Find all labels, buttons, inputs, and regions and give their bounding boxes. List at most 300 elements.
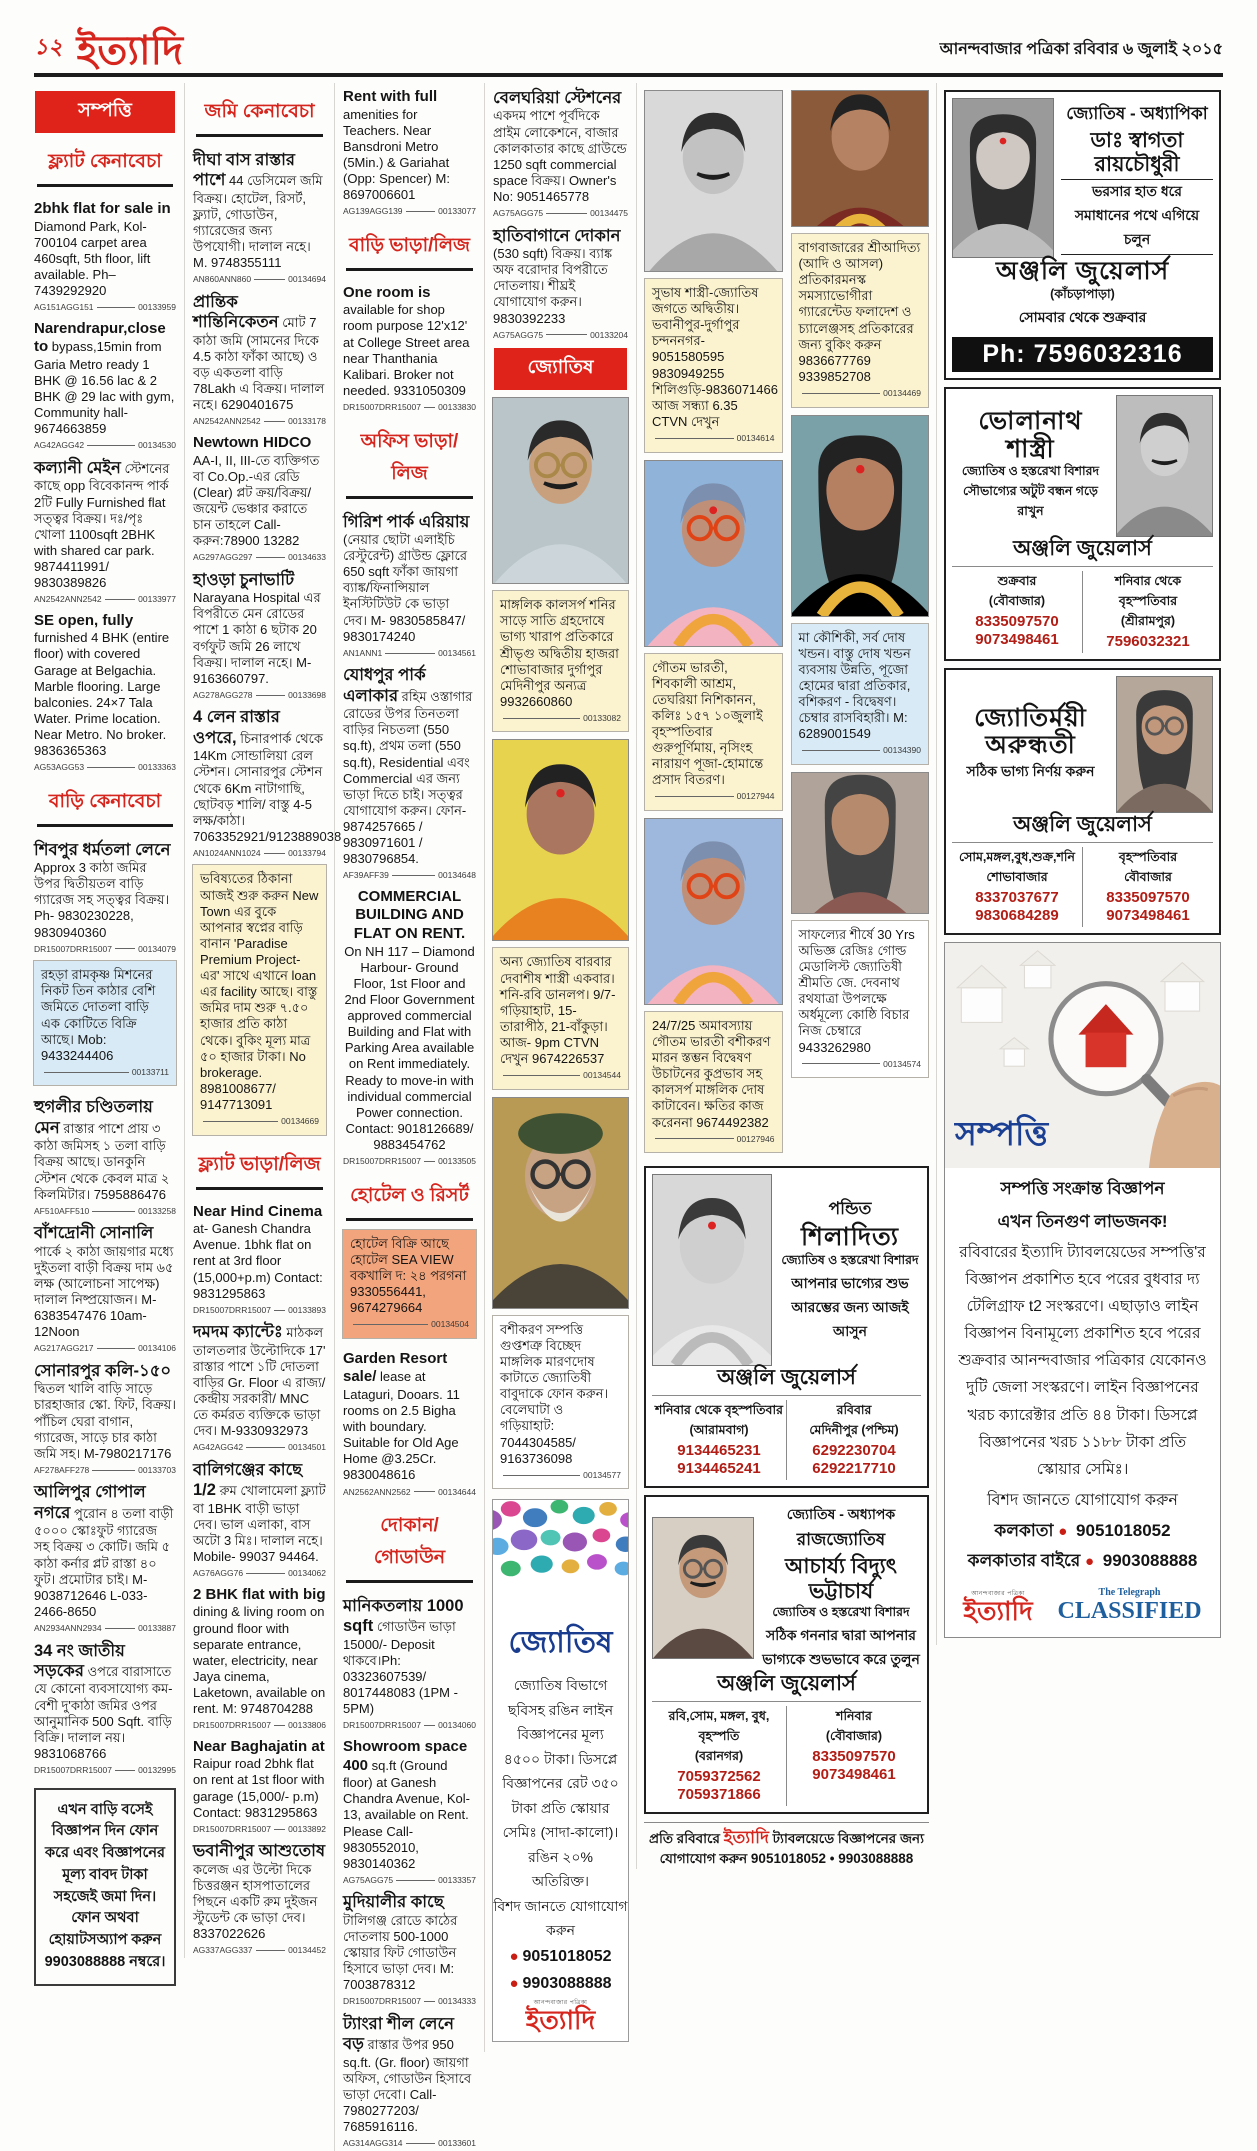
ad-code: AG76AGG76 — [193, 1568, 244, 1579]
classified-ad — [644, 653, 783, 811]
ad-number: 00127946 — [736, 1133, 775, 1144]
ad-code: AG297AGG297 — [193, 552, 253, 563]
ad-code-row — [193, 416, 326, 427]
classified-ad — [33, 315, 177, 451]
ad-code-row — [500, 1470, 621, 1481]
section-heading: দোকান/গোডাউন — [346, 1511, 473, 1583]
ad-code: AG314AGG314 — [343, 2138, 403, 2149]
ad-body: 24/7/25 অমাবস্যায় গৌতম ভারতী বশীকরণ মারন স্তম্ভন বিদ্বেষণ উচাটনের কুপ্রভাব সহ কালসর্প মাঙ্গলিক দোষ কাটাবেন। ক্ষতির কাজ করেননা 9674492382 — [652, 1017, 771, 1130]
phone-number: 9073498461 — [812, 1765, 896, 1783]
column-3 — [334, 83, 484, 2151]
ad-code-row — [343, 870, 476, 881]
jbox-line: জ্যোতিষ - অধ্যাপিকা — [1066, 103, 1208, 123]
ad-number: 00134577 — [583, 1469, 621, 1480]
ad-title: হুগলীর চণ্ডিতলায় মেন — [34, 1098, 153, 1137]
ad-code-row — [193, 1442, 326, 1453]
ad-code-row — [343, 1156, 476, 1167]
classified-ad — [342, 83, 477, 217]
ad-title: 4 লেন রাস্তার ওপরে, — [193, 708, 280, 747]
phone-number: 9830684289 — [975, 906, 1059, 924]
ad-code: DR15007DRR15007 — [343, 402, 421, 413]
ad-title: ভবানীপুর আশুতোষ — [193, 1842, 326, 1861]
ad-number: 00134060 — [438, 1720, 476, 1731]
ad-body: গোডাউন ভাড়া 15000/- Deposit থাকবে।Ph: 03323607539/ 8017448083 (1PM - 5PM) — [343, 1619, 458, 1717]
section-heading: ফ্ল্যাট কেনাবেচা — [37, 147, 173, 187]
ad-code: AN2542ANN2542 — [34, 594, 102, 605]
ad-title: প্রান্তিক শান্তিনিকেতন — [193, 292, 279, 332]
ad-body: রহিম ওস্তাগার রোডের উপর তিনতলা বাড়ির নিচতলা (550 sq.ft), প্রথম তলা (550 sq.ft), Residential এবং Commercial এর জন্য ভাড়া দিতে চাই। সত্ত্বর যোগাযোগ করুন। ফোন- 9874257665 / 9830971601 / 9830796854. — [343, 688, 473, 867]
jbox-line: সঠিক ভাগ্য নির্ণয় করুন — [966, 762, 1095, 779]
ad-body: স্টেশনের কাছে opp বিবেকানন্দ পার্ক 2টি Fully Furnished flat সত্ত্বর বিক্রয়। দঃ/পৃঃ খোলা 1100sqft 2BHK with shared car park. 9874411991/ 9830389826 — [34, 460, 170, 591]
photo-ad-grid — [644, 83, 929, 1159]
astrologer-photo-sriaditya — [791, 90, 930, 227]
ad-code: AG75AGG75 — [493, 208, 544, 219]
ad-code-row — [500, 1070, 621, 1081]
ad-body: Approx 3 কাঠা জমির উপর দ্বিতীয়তল বাড়ি গ্যারেজ সহ সত্ত্বর বিক্রয়। Ph- 9830230228, 9830940360 — [34, 860, 170, 940]
ad-body: হোটেল বিক্রি আছে হোটেল SEA VIEW বকখালি দ: ২৪ পরগনা 9330556441, 9674279664 — [350, 1235, 467, 1316]
astrologer-photo-debashish — [492, 739, 629, 941]
ad-code-row — [34, 594, 176, 605]
ad-body: মা কৌশিকী, সর্ব দোষ খন্ডন। বাস্তু দোষ খন্ডন ব্যবসায় উন্নতি, পূজো হোমের দ্বারা প্রতিকার, বশিকরণ - বিদ্বেষণ। চেম্বার রাসবিহারী। M: 6289001549 — [798, 629, 911, 742]
classified-ad — [192, 864, 327, 1135]
classified-ad — [33, 195, 177, 313]
classified-ad — [192, 145, 327, 285]
phone-bar: Ph: 7596032316 — [952, 337, 1213, 372]
classified-ad — [342, 1345, 477, 1497]
section-heading: অফিস ভাড়া/লিজ — [346, 427, 473, 499]
ad-code-row — [343, 206, 476, 217]
column-right — [936, 83, 1228, 1645]
astrologer-photo-j-debnath — [791, 772, 930, 914]
ad-number: 00133892 — [288, 1823, 326, 1834]
classified-ad — [33, 607, 177, 773]
ad-body: (নেয়ার ছোটা এলাইচি রেস্টুরেন্ট) গ্রাউন্ড ফ্লোরে 650 sqft ফাঁকা জায়গা ব্যাঙ্ক/ফিনান্সিয়াল ইনস্টিটিউট কে ভাড়া দেব। M- 9830585847/ 9830174240 — [343, 532, 468, 644]
classified-ad — [342, 1229, 477, 1339]
ad-code: AN2562ANN2562 — [343, 1486, 411, 1497]
ad-code: DR15007DRR15007 — [343, 1720, 421, 1731]
header-rule — [34, 73, 1223, 77]
astrologer-photo — [952, 98, 1054, 258]
ad-code: AF39AFF39 — [343, 870, 389, 881]
ad-title: শিবপুর ধর্মতলা লেনে — [34, 840, 171, 859]
classified-ad — [644, 278, 783, 453]
jbox-line: অঞ্জলি জুয়েলার্স — [1013, 812, 1152, 836]
ad-code-row — [493, 330, 628, 341]
astrologer-photo — [652, 1517, 754, 1659]
classified-ad — [791, 920, 930, 1078]
ad-code: DR15007DRR15007 — [34, 1765, 112, 1775]
ad-title: বালিগঞ্জের কাছে 1/2 — [193, 1460, 303, 1500]
ad-code: AG75AGG75 — [343, 1874, 394, 1885]
phone-number: 8335097570 — [812, 1747, 896, 1765]
ad-body: On NH 117 – Diamond Harbour- Ground Floor, 1st Floor and 2nd Floor Government approved commercial Building and Flat with Parking Area available on Rent immediately. Ready to move-in with individual commercial Power connection. Contact: 9018126689/ 9883454762 — [344, 943, 475, 1152]
ad-number: 00133977 — [138, 594, 176, 605]
ad-body: বশীকরণ সম্পত্তি গুপ্তশত্রু বিচ্ছেদ মাঙ্গলিক মারণদোষ কাটাতে জ্যোতিষী বাবুদাকে ফোন করুন। বেলেঘাটা ও গড়িয়াহাট: 7044304585/ 9163736098 — [500, 1321, 609, 1466]
ad-body: পার্কে ২ কাঠা জায়গার মধ্যে দুইতলা বাড়ী বিক্রয় দাম ৬৫ লক্ষ (আলোচনা সাপেক্ষ) দালাল নিষ্প্রয়োজন। M-6383547476 10am-12Noon — [34, 1243, 174, 1340]
ad-number: 00133178 — [288, 416, 326, 427]
column-4 — [484, 83, 636, 2052]
ad-code: AN1024ANN1024 — [193, 847, 261, 858]
section-heading: হোটেল ও রিসর্ট — [346, 1181, 473, 1221]
ad-code: AN860ANN860 — [193, 274, 252, 285]
acharya-bidyut-box — [644, 1495, 929, 1813]
ad-code: DR15007DRR15007 — [343, 1156, 421, 1167]
swagata-roychowdhury-box — [944, 90, 1221, 380]
jyotish-rate-promo: জ্যোতিষ জ্যোতিষ বিভাগে ছবিসহ রঙিন লাইন বিজ্ঞাপনের মূল্য ৪৫০০ টাকা। ডিসপ্লে বিজ্ঞাপনের রেট ৩৫০ টাকা প্রতি স্কোয়ার সেমিঃ (সাদা-কালো)। রঙিন ২০% অতিরিক্ত। বিশদ জানতে যোগাযোগ করুন ● 9051018052 ● 9903088888 আনন্দবাজার পত্রিকা ইত্যাদি — [492, 1499, 629, 2042]
ad-title: হাতিবাগানে দোকান — [493, 226, 621, 245]
section-heading: বাড়ি ভাড়া/লিজ — [346, 231, 473, 271]
ad-number: 00133601 — [438, 2138, 476, 2149]
ad-title: 2bhk flat for sale in — [34, 200, 171, 217]
ad-code-row — [193, 690, 326, 701]
phone-number: 6292217710 — [812, 1460, 896, 1478]
classified-ad — [342, 1887, 477, 2007]
ad-code-row — [343, 1487, 476, 1498]
ad-code-row — [193, 1568, 326, 1579]
ad-code: AG75AGG75 — [493, 329, 544, 340]
ad-body: রহড়া রামকৃষ্ণ মিশনের নিকট তিন কাঠার বেশি জমিতে দোতলা বাড়ি এক কোটিতে বিক্রি আছে। Mob: 9433244406 — [41, 967, 156, 1063]
astrologer-photo-maa-koushiki — [791, 415, 930, 617]
promo-contact: কলকাতা ● 9051018052 — [994, 1520, 1171, 1540]
ad-code: DR15007DRR15007 — [193, 1720, 271, 1731]
ad-body: ওপরে বারাসাতে যে কোনো ব্যবসাযোগ্য কম-বেশী দু'কাঠা জমির ওপর আনুমানিক 500 Sqft. বাড়ি বিক্রি। দালাল নয়। 9831068766 — [34, 1664, 173, 1761]
classified-ad — [342, 2009, 477, 2149]
classified-ad — [192, 1733, 327, 1835]
ad-title: কল্যানী মেইন — [34, 458, 121, 477]
ad-title: Near Baghajatin at — [193, 1737, 325, 1755]
ad-title: সোনারপুর কলি-১৫০ — [34, 1361, 172, 1380]
ad-number: 00134079 — [138, 943, 176, 954]
ad-number: 00134504 — [431, 1319, 469, 1330]
ad-code: AN2542ANN2542 — [193, 416, 261, 427]
phone-number: 9073498461 — [975, 630, 1059, 648]
ad-body: Raipur road 2bhk flat on rent at 1st floor with garage (15,000/- p.m) Contact: 9831295863 — [193, 1756, 325, 1820]
ad-body: টালিগঞ্জ রোডে কাঠের দোতলায় 500-1000 স্কোয়ার ফিট গোডাউন হিসাবে ভাড়া দেব। M: 7003878312 — [343, 1912, 458, 1993]
jbox-line: জ্যোতিষ ও হস্তরেখা বিশারদ — [772, 1604, 910, 1619]
astrologer-photo-babuda — [492, 1097, 629, 1309]
ad-code-row — [193, 848, 326, 859]
ad-title: Garden Resort sale/ — [343, 1349, 448, 1386]
jbox-line: আচার্য্য বিদ্যুৎ ভট্টাচার্য — [785, 1555, 897, 1603]
phone-number: 7596032321 — [1106, 632, 1190, 650]
classified-ad — [342, 1591, 477, 1731]
ad-body: কলেজ এর উল্টো দিকে চিত্তরঞ্জন হাসপাতালের পিছনে একটি রুম দুইজন স্টুডেন্ট কে ভাড়া দেব। 8337022626 — [193, 1861, 318, 1942]
phone-number: 8335097570 — [1106, 888, 1190, 906]
ad-title: হাওড়া চুনাভাটি — [193, 570, 295, 589]
astrologer-photo-subhash — [644, 90, 783, 272]
ad-number: 00134574 — [883, 1058, 921, 1069]
ad-code: DR15007DRR15007 — [34, 943, 112, 954]
ad-code-row — [193, 274, 326, 285]
ad-code-row — [41, 1067, 169, 1078]
schedule-row: রবি,সোম, মঙ্গল, বুধ, বৃহস্পতি (বরানগর) 7059372562 7059371866 শনিবার (বৌবাজার) 8335097570 9073498461 — [652, 1701, 921, 1806]
ad-code: AF278AFF278 — [34, 1464, 90, 1475]
jbox-line: অঞ্জলি জুয়েলার্স — [995, 257, 1170, 285]
ad-body: AA-I, II, III-তে ব্যক্তিগত বা Co.Op.-এর রেডি (Clear) প্লট ক্রয়/বিক্রয়/জয়েন্ট ভেঞ্চার করাতে চান তাহলে Call- করুন:78900 13282 — [193, 452, 320, 549]
ad-number: 00133258 — [138, 1205, 176, 1216]
ad-number: 00133363 — [138, 762, 176, 773]
ad-code: AN1ANN1 — [343, 647, 383, 658]
ad-code-row — [34, 762, 176, 773]
ad-code-row — [34, 944, 176, 955]
ad-code-row — [799, 388, 922, 399]
schedule-row: শুক্রবার (বৌবাজার) 8335097570 9073498461 শনিবার থেকে বৃহস্পতিবার (শ্রীরামপুর) 7596032321 — [952, 566, 1213, 653]
ad-number: 00134694 — [288, 274, 326, 285]
dateline: আনন্দবাজার পত্রিকা রবিবার ৬ জুলাই ২০১৫ — [939, 41, 1223, 58]
ad-code-row — [343, 648, 476, 659]
ad-number: 00133698 — [288, 689, 326, 700]
classified-ad — [492, 947, 629, 1089]
classified-ad — [33, 835, 177, 955]
ad-body: মাঠকল তালতলার উল্টোদিকে 17' রাস্তার পাশে ১টি দোতলা বাড়ির Gr. Floor এ রাজ্য/ কেন্দ্রীয় সরকারী/ MNC তে কর্মরত ব্যক্তিকে ভাড়া দেব। M-9330932973 — [193, 1325, 326, 1439]
ad-number: 00133959 — [138, 302, 176, 313]
ad-number: 00134530 — [138, 440, 176, 451]
jbox-line: জ্যোতিষ - অধ্যাপক — [786, 1506, 896, 1523]
classifieds-grid — [0, 79, 1257, 2151]
ad-body: রুম খোলামেলা ফ্ল্যাট বা 1BHK বাড়ী ভাড়া দেব। ভাল এলাকা, বাস অটো 3 মিঃ। দালাল নহে। Mobile- 99037 94464. — [193, 1483, 326, 1565]
classified-ad — [192, 565, 327, 701]
ad-number: 00133082 — [583, 712, 621, 723]
ad-code-row — [500, 713, 621, 724]
ad-number: 00133794 — [288, 847, 326, 858]
ad-code-row — [343, 1996, 476, 2007]
column-2 — [184, 83, 342, 1958]
ad-number: 00134469 — [883, 387, 921, 398]
classified-ad — [33, 960, 177, 1086]
house-search-image — [945, 943, 1220, 1168]
jbox-line: পন্ডিত — [828, 1199, 872, 1219]
ad-body: অন্য জ্যোতিষ বারবার দেবাশীষ শাস্ত্রী একবার। শনি-রবি ডানলপ। 9/7-গড়িয়াহাট, 15-তারাপীঠ, 21-বাঁকুড়া। আজ- 9pm CTVN দেখুন 9674226537 — [500, 954, 616, 1067]
promo-phone: ● 9903088888 — [509, 1974, 612, 1992]
ad-number: 00133204 — [590, 329, 628, 340]
ad-body: রাস্তার উপর 950 sq.ft. (Gr. floor) জায়গা অফিস, গোডাউন হিসাবে ভাড়া দেবো। Call- 7980277203/ 7685916116. — [343, 2037, 472, 2135]
jbox-line: রাজজ্যোতিষ — [796, 1530, 886, 1550]
section-heading: বাড়ি কেনাবেচা — [37, 787, 173, 827]
ad-title: Showroom space 400 — [343, 1738, 468, 1774]
phone-number: 9134465241 — [677, 1460, 761, 1478]
ad-body: মোট 7 কাঠা জমি (সামনের দিকে 4.5 কাঠা ফাঁকা আছে) ও বড় একতলা বাড়ি 78Lakh এ বিক্রয়। দালাল নহে। 6290401675 — [193, 315, 325, 413]
jyotirmoyee-arundhati-box — [944, 668, 1221, 935]
ad-code-row — [652, 433, 775, 444]
ad-body: সুভাষ শাস্ত্রী-জ্যোতিষ জগতে অদ্বিতীয়। ভবানীপুর-দুর্গাপুর চন্দননগর- 9051580595 9830949255 শিলিগুড়ি-9836071466 আজ সন্ধ্যা 6.35 CTVN দেখুন — [652, 285, 778, 429]
classified-ad — [192, 287, 327, 427]
ad-body: রাস্তার পাশে প্রায় ৩ কাঠা জমিসহ ১ তলা বাড়ি বিক্রয় আছে। ডানকুনি স্টেশন থেকে কেবল মাত্র ২ কিলমিটার। 7595886476 — [34, 1120, 170, 1202]
ityadi-logo: আনন্দবাজার পত্রিকা ইত্যাদি — [963, 1591, 1033, 1627]
ad-code-row — [34, 1765, 176, 1776]
ad-body: amenities for Teachers. Near Bansdroni Metro (5Min.) & Gariahat (Opp: Spencer) M: 8697006601 — [343, 106, 450, 203]
ad-title: One room is — [343, 283, 431, 301]
ad-number: 00134648 — [438, 870, 476, 881]
ad-code-row — [193, 1945, 326, 1956]
schedule-row: শনিবার থেকে বৃহস্পতিবার (আরামবাগ) 9134465231 9134465241 রবিবার মেদিনীপুর (পশ্চিম) 6292230704 6292217710 — [652, 1395, 921, 1480]
section-label: সম্পত্তি — [35, 91, 175, 133]
ad-code-row — [343, 1720, 476, 1731]
phone-number: 6292230704 — [812, 1442, 896, 1460]
page-header — [0, 0, 1257, 73]
ad-code-row — [200, 1116, 319, 1127]
promo-body: জ্যোতিষ বিভাগে ছবিসহ রঙিন লাইন বিজ্ঞাপনের মূল্য ৪৫০০ টাকা। ডিসপ্লে বিজ্ঞাপনের রেট ৩৫০ টাকা প্রতি স্কোয়ার সেমিঃ (সাদা-কালো)। রঙিন ২০% অতিরিক্ত। — [502, 1677, 619, 1890]
classified-ad — [492, 221, 629, 341]
jbox-line: জ্যোতিষ ও হস্তরেখা বিশারদ — [781, 1252, 919, 1267]
ad-title: ট্যাংরা শীল লেনে বড় — [343, 2014, 454, 2054]
classified-ad — [342, 660, 477, 881]
ad-number: 00134106 — [138, 1343, 176, 1354]
telegraph-classified-logo: The Telegraph CLASSIFIED — [1057, 1586, 1202, 1624]
ad-title: COMMERCIAL BUILDING AND FLAT ON RENT. — [353, 887, 466, 943]
jbox-line: ভরসার হাত ধরে — [1091, 183, 1182, 200]
ad-number: 00134333 — [438, 1996, 476, 2007]
ad-code-row — [34, 1206, 176, 1217]
ad-body: sq.ft (Ground floor) at Ganesh Chandra Avenue, Kol- 13, available on Rent. Please Call- 9830552010, 9830140362 — [343, 1757, 470, 1871]
jbox-line: সোমবার থেকে শুক্রবার — [1018, 308, 1147, 325]
page-number: ১২ — [34, 34, 63, 59]
ad-number: 00133806 — [288, 1720, 326, 1731]
jbox-line: (কাঁচড়াপাড়া) — [1050, 286, 1115, 301]
ad-code: AG151AGG151 — [34, 302, 94, 313]
ad-body: Diamond Park, Kol-700104 carpet area 460sqft, 5th floor, lift available. Ph–7439292920 — [34, 218, 151, 299]
ad-body: সাফল্যের শীর্ষে 30 Yrs অভিজ্ঞ রেজিঃ গোল্ড মেডালিস্ট জ্যোতিষী শ্রীমতি জে. দেবনাথ রথযাত্রা উপলক্ষে অর্ধমূল্যে কোষ্ঠি বিচার নিজ চেম্বারে 9433262980 — [798, 926, 915, 1055]
ad-title: বাঁশদ্রোনী সোনালি — [34, 1224, 154, 1243]
ad-body: একদম পাশে পূর্বদিকে প্রাইম লোকেশনে, বাজার কোলকাতার কাছে গ্রাউন্ডে 1250 sqft commercial space বিক্রয়। Owner's No: 9051465778 — [493, 108, 627, 204]
classified-ad — [33, 1218, 177, 1354]
ad-code: DR15007DRR15007 — [343, 1996, 421, 2007]
ad-title: যোধপুর পার্ক এলাকার — [343, 666, 426, 705]
ad-body: গৌতম ভারতী, শিবকালী আশ্রম, তেঘরিয়া নিশিকানন, কলিঃ ১৫৭ ১০জুলাই বৃহস্পতিবার গুরুপূর্ণিমায়, নৃসিংহ নারায়ণ পূজা-হোমান্তে প্রসাদ বিতরণ। — [652, 659, 764, 788]
ad-code: AG337AGG337 — [193, 1945, 253, 1956]
ad-number: 00134644 — [438, 1486, 476, 1497]
ad-title: Narendrapur,close to — [34, 319, 166, 356]
section-label: জ্যোতিষ — [494, 348, 627, 390]
astrologer-photo-gautam-2 — [644, 818, 783, 1005]
jbox-line: শিলাদিত্য — [800, 1223, 900, 1252]
ad-number: 00132995 — [138, 1765, 176, 1775]
astrologer-photo — [1116, 395, 1213, 537]
phone-number: 7059371866 — [677, 1785, 761, 1803]
jbox-line: সৌভাগ্যের অটুট বন্ধন গড়ে রাখুন — [963, 484, 1098, 518]
ad-body: bypass,15min from Garia Metro ready 1 BHK @ 16.56 lac & 2 BHK @ 29 lac with gym, Community hall- 9674663859 — [34, 339, 175, 437]
jbox-line: ডাঃ স্বাগতা রায়চৌধুরী — [1061, 129, 1213, 180]
ad-code-row — [193, 1305, 326, 1316]
jbox-line: আপনার ভাগ্যের শুভ আরম্ভের জন্য আজই আসুন — [791, 1274, 909, 1339]
classified-ad — [192, 1198, 327, 1316]
ad-code-row — [34, 302, 176, 313]
ad-body: পুরোন ৪ তলা বাড়ী ৫০০০ স্কোঃফুট গ্যারেজ সহ বিক্রয় ৩ কোটি। জমি ৫ কাঠা কর্নার প্লট রাস্তা ৪০ ফুট। প্রমোটার চাই। M-9038712646 L-033-2466-8650 — [34, 1505, 174, 1619]
ad-body: at- Ganesh Chandra Avenue. 1bhk flat on rent at 3rd floor (15,000+p.m) Contact: 9831295863 — [193, 1221, 323, 1301]
ad-title: 2 BHK flat with big — [193, 1585, 326, 1603]
ad-code-row — [493, 208, 628, 219]
classified-ad — [791, 233, 930, 408]
ad-title: SE open, fully — [34, 611, 134, 629]
ad-body: lease at Lataguri, Dooars. 11 rooms on 2.5 Bigha with boundary. Suitable for Old Age Home @3.25Cr. 9830048616 — [343, 1369, 460, 1483]
section-heading: জমি কেনাবেচা — [196, 97, 323, 137]
ad-body: বাগবাজারের শ্রীআদিত্য (আদি ও আসল) প্রতিকারমনস্ক সমস্যাভোগীরা গ্যারেন্টেড ফলাদেশ ও চ্যালেঞ্জসহ প্রতিকারের জন্য বুকিং করুন 9836677769 9339852708 — [798, 240, 921, 384]
ad-number: 00134669 — [281, 1116, 319, 1127]
classified-ad — [791, 623, 930, 765]
ad-title: মুদিয়ালীর কাছে — [343, 1893, 444, 1912]
jbox-line: ভোলানাথ — [978, 407, 1083, 435]
astrologer-photo-gautam-1 — [644, 460, 783, 647]
classified-ad — [492, 590, 629, 732]
jbox-line: জ্যোতির্ময়ী — [974, 703, 1087, 732]
ad-code: AF510AFF510 — [34, 1205, 90, 1216]
column-5-6 — [636, 83, 936, 1869]
ad-number: 00134614 — [736, 432, 775, 443]
astrologer-photo-bhrigu — [492, 397, 629, 584]
ad-code: AG53AGG53 — [34, 762, 85, 773]
phone-number: 8337037677 — [975, 888, 1059, 906]
classified-ad — [492, 83, 629, 219]
section-heading: ফ্ল্যাট ভাড়া/লিজ — [196, 1150, 323, 1190]
ad-number: 00134501 — [288, 1442, 326, 1453]
ad-number: 00134475 — [590, 208, 628, 219]
ad-title: দমদম ক্যান্টেঃ — [193, 1323, 283, 1342]
ad-code-row — [343, 1875, 476, 1886]
ad-number: 00133830 — [438, 402, 476, 413]
ad-code-row — [193, 1720, 326, 1731]
classified-ad — [342, 279, 477, 413]
ad-title: Rent with full — [343, 88, 438, 105]
promo-contact: কলকাতার বাইরে ● 9903088888 — [967, 1551, 1198, 1571]
ad-number: 00133357 — [438, 1874, 476, 1885]
ad-title: আলিপুর গোপাল নগরে — [34, 1483, 146, 1522]
jbox-line: অঞ্জলি জুয়েলার্স — [717, 1671, 856, 1695]
ad-code-row — [343, 402, 476, 413]
ad-code: AN2934ANN2934 — [34, 1623, 102, 1634]
jbox-line: শাস্ত্রী — [1006, 434, 1055, 463]
classified-ad — [492, 1315, 629, 1490]
ad-code-row — [34, 1343, 176, 1354]
ad-title: বেলঘরিয়া স্টেশনের — [493, 89, 622, 107]
ad-body: Narayana Hospital এর বিপরীতে মেন রোডের পাশে 1 কাঠা 6 ছটাক 20 বর্গফুট জমি 26 লাখে বিক্রয়। দালাল নহে। M-9163660797. — [193, 590, 321, 686]
ad-body: মাঙ্গলিক কালসর্প শনির সাড়ে সাতি গ্রহদোষে ভাগ্য খারাপ প্রতিকারে শ্রীভৃগু অদ্বিতীয় হাজরা শোভাবাজার দুর্গাপুর মেদিনীপুর অন্যত্র 9932660860 — [500, 597, 619, 709]
tabloid-contact-line: প্রতি রবিবারে ইত্যাদি ট্যাবলয়েডে বিজ্ঞাপনের জন্য যোগাযোগ করুন 9051018052 • 9903088888 — [644, 1822, 929, 1870]
classified-ad — [192, 702, 342, 858]
astrologer-photo — [652, 1174, 772, 1366]
ad-title: দীঘা বাস রাস্তার পাশে — [193, 151, 295, 190]
ad-code-row — [799, 1059, 922, 1070]
ad-body: furnished 4 BHK (entire floor) with covered Garage at Belgachia. Marble flooring. Large balconies. 24×7 Tala Water. Prime location. Near Metro. No broker. 9836365363 — [34, 630, 170, 759]
ad-body: (530 sqft) বিক্রয়। ব্যাঙ্ক অফ বরোদার বিপরীতে দোতলায়। শীঘ্রই যোগাযোগ করুন। 9830392233 — [493, 246, 613, 326]
ad-code-row — [193, 1824, 326, 1835]
promo-info: বিশদ জানতে যোগাযোগ করুন — [493, 1897, 628, 1939]
promo-title: সম্পত্তি — [955, 1114, 1049, 1152]
ad-number: 00133893 — [288, 1304, 326, 1315]
ad-number: 00133887 — [138, 1623, 176, 1634]
ad-code: DR15007DRR15007 — [193, 1823, 271, 1834]
pandit-siladitya-box — [644, 1166, 929, 1488]
ad-title: Newtown HIDCO — [193, 433, 312, 451]
classified-ad — [342, 1733, 477, 1885]
ad-code: AG42AGG42 — [193, 1442, 244, 1453]
ad-title: মানিকতলায় 1000 sqft — [343, 1597, 464, 1636]
ad-body: চিনারপার্ক থেকে 14Km সোন্ডালিয়া রেল স্টেশন। সোনারপুর স্টেশন থেকে 6Km নাটাগাছি, ছোটবড় শালি/ বাস্তু 4-5 লক্ষ/কাঠা। 7063352921/9123889038 — [193, 730, 342, 844]
classified-ad — [342, 507, 477, 659]
ad-number: 00134561 — [438, 647, 476, 658]
ad-number: 00127944 — [736, 791, 775, 802]
ad-code-row — [193, 552, 326, 563]
ad-code: AG278AGG278 — [193, 689, 253, 700]
column-1 — [26, 83, 184, 1998]
ad-code-row — [350, 1319, 469, 1330]
jbox-line: অঞ্জলি জুয়েলার্স — [1013, 536, 1152, 560]
jbox-line: অঞ্জলি জুয়েলার্স — [717, 1366, 856, 1390]
classified-ad — [192, 1836, 327, 1956]
ad-code-row — [34, 1465, 176, 1476]
classified-ad — [192, 1455, 327, 1579]
ad-code-row — [652, 791, 775, 802]
ad-code-row — [343, 2138, 476, 2149]
ad-code-row — [799, 745, 922, 756]
